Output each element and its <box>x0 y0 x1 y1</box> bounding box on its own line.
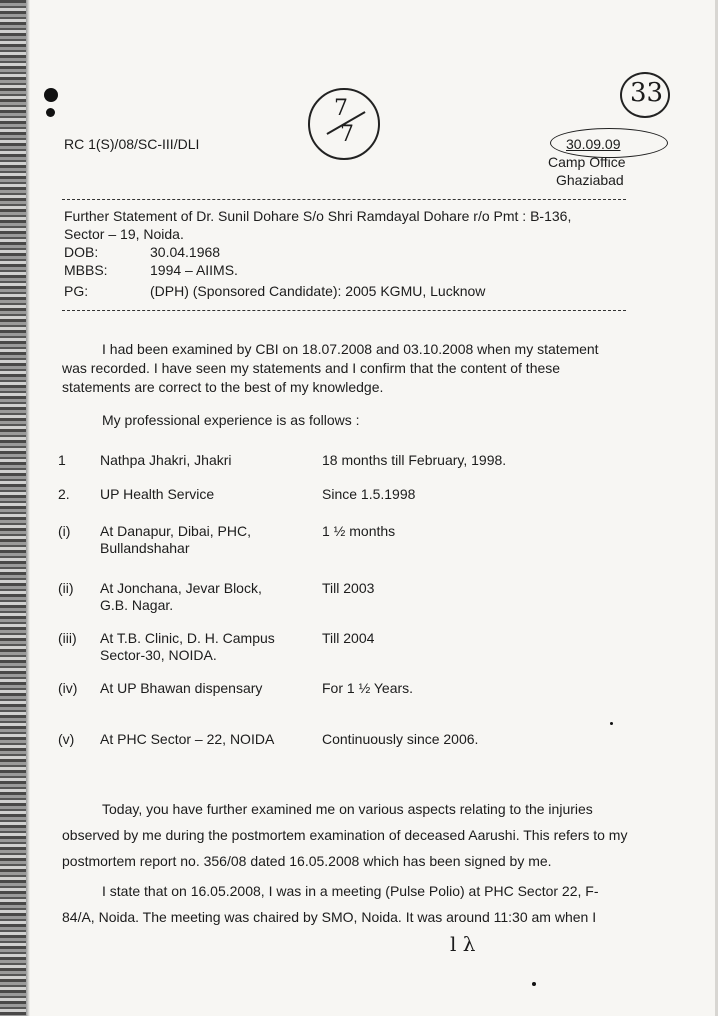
experience-place: At UP Bhawan dispensary <box>100 680 263 696</box>
experience-period: For 1 ½ Years. <box>322 680 414 696</box>
paragraph: Today, you have further examined me on various aspects relating to the injuries observed by me during the postmortem examination of deceased Aarushi. This refers to my postmortem report no. 356/08 dated 16.05.2008 which has been signed by me. <box>62 801 628 869</box>
experience-num: (iv) <box>58 680 78 696</box>
experience-period: Till 2004 <box>322 630 375 646</box>
punch-hole <box>44 88 58 102</box>
experience-num: 1 <box>58 452 66 468</box>
experience-place-line2: Bullandshahar <box>100 540 190 556</box>
experience-period: Since 1.5.1998 <box>322 486 416 502</box>
experience-place-line2: G.B. Nagar. <box>100 597 174 613</box>
camp-office: Camp Office <box>548 154 626 170</box>
experience-num: (ii) <box>58 580 74 596</box>
experience-place: Nathpa Jhakri, Jhakri <box>100 452 232 468</box>
divider <box>62 310 626 311</box>
mbbs-label: MBBS: <box>64 262 108 278</box>
document-date: 30.09.09 <box>566 136 621 152</box>
experience-place-line2: Sector-30, NOIDA. <box>100 647 217 663</box>
mbbs-value: 1994 – AIIMS. <box>150 262 238 278</box>
binding-strip <box>0 0 26 1016</box>
experience-period: Continuously since 2006. <box>322 731 479 747</box>
experience-period: 1 ½ months <box>322 523 396 539</box>
dob-label: DOB: <box>64 244 99 260</box>
paragraph: I state that on 16.05.2008, I was in a meeting (Pulse Polio) at PHC Sector 22, F-84/A, Noida. The meeting was chaired by SMO, Noida. It was around 11:30 am when I <box>62 883 599 925</box>
pg-value: (DPH) (Sponsored Candidate): 2005 KGMU, Lucknow <box>150 283 486 299</box>
pg-label: PG: <box>64 283 89 299</box>
address-line: Sector – 19, Noida. <box>64 226 184 242</box>
experience-period: Till 2003 <box>322 580 375 596</box>
reference-number: RC 1(S)/08/SC-III/DLI <box>64 136 200 152</box>
experience-place: At Jonchana, Jevar Block, <box>100 580 262 596</box>
initials: l λ <box>450 932 476 956</box>
experience-place: At Danapur, Dibai, PHC, <box>100 523 251 539</box>
experience-num: (i) <box>58 523 71 539</box>
page-number-mark <box>620 72 670 118</box>
experience-period: 18 months till February, 1998. <box>322 452 507 468</box>
experience-num: 2. <box>58 486 70 502</box>
experience-intro: My professional experience is as follows : <box>102 412 360 428</box>
experience-place: At PHC Sector – 22, NOIDA <box>100 731 275 747</box>
experience-place: At T.B. Clinic, D. H. Campus <box>100 630 275 646</box>
fraction-mark: 7 7 <box>308 88 380 160</box>
experience-num: (v) <box>58 731 75 747</box>
dob-value: 30.04.1968 <box>150 244 221 260</box>
divider <box>62 199 626 200</box>
location: Ghaziabad <box>556 172 624 188</box>
punch-hole <box>46 108 55 117</box>
experience-place: UP Health Service <box>100 486 215 502</box>
experience-num: (iii) <box>58 630 77 646</box>
paragraph: I had been examined by CBI on 18.07.2008 and 03.10.2008 when my statement was recorded. I have seen my statements and I confirm that the content of these statements are correct to the best of my knowledge. <box>62 341 599 395</box>
page-number: 33 <box>630 78 664 108</box>
statement-heading: Further Statement of Dr. Sunil Dohare S/o Shri Ramdayal Dohare r/o Pmt : B-136, <box>64 208 572 224</box>
